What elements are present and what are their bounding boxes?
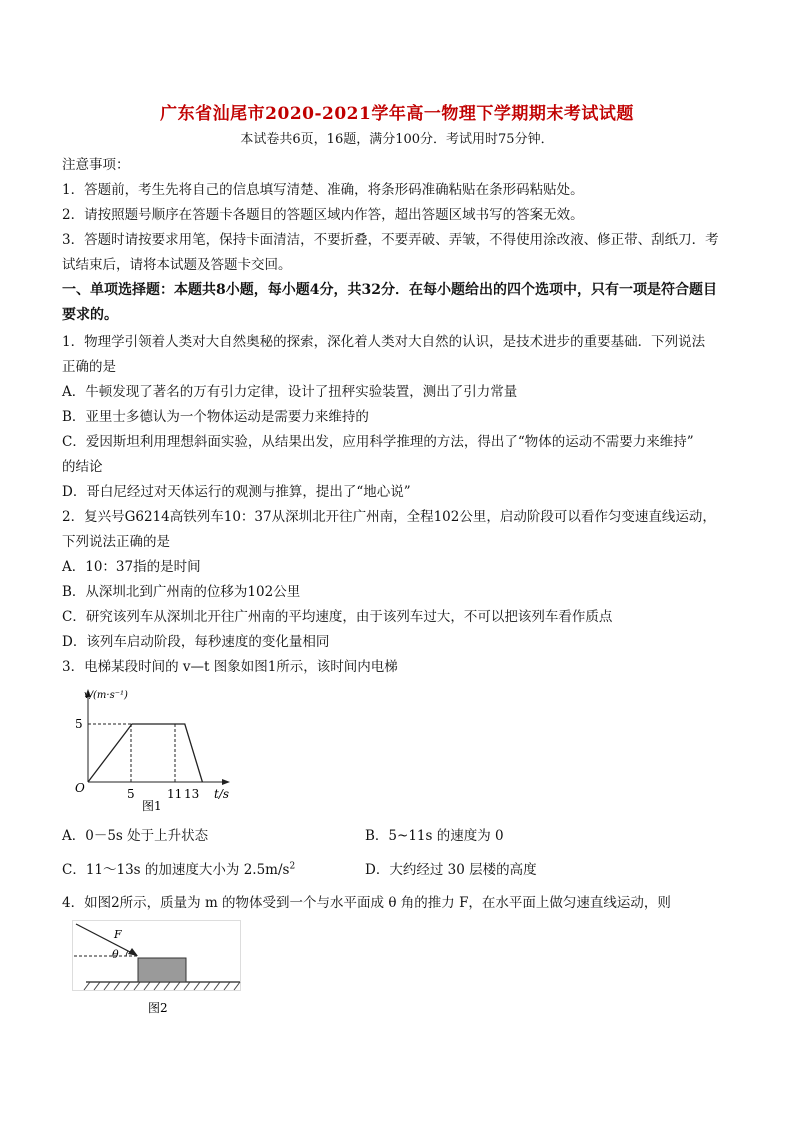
q3-option-d: D．大约经过 30 层楼的高度 — [365, 862, 537, 878]
x-tick-11: 11 — [167, 787, 183, 801]
block-mass-m — [138, 958, 186, 982]
q1-stem-line2: 正确的是 — [62, 359, 116, 375]
q3-option-c-text: C．11～13s 的加速度大小为 2.5m/s — [62, 862, 290, 878]
q3-option-c-exponent: 2 — [289, 861, 296, 872]
force-f-label: F — [114, 928, 122, 941]
y-tick-5: 5 — [75, 717, 83, 731]
x-tick-13: 13 — [184, 787, 200, 801]
force-diagram-figure — [72, 920, 244, 1020]
figure-2-caption: 图2 — [148, 1001, 168, 1015]
force-f-arrow-line — [76, 924, 134, 954]
q1-option-a: A．牛顿发现了著名的万有引力定律，设计了扭秤实验装置，测出了引力常量 — [62, 384, 518, 400]
velocity-series-line — [88, 724, 202, 782]
q2-option-d: D．该列车启动阶段，每秒速度的变化量相同 — [62, 634, 330, 650]
section-heading-line1: 一、单项选择题：本题共8小题，每小题4分，共32分．在每小题给出的四个选项中，只有一项是符合题目 — [62, 282, 717, 298]
q1-option-b: B．亚里士多德认为一个物体运动是需要力来维持的 — [62, 409, 369, 425]
q3-option-a: A．0－5s 处于上升状态 — [62, 828, 209, 844]
q3-option-b: B．5~11s 的速度为 0 — [365, 828, 504, 844]
q1-option-c-line2: 的结论 — [62, 459, 103, 475]
exam-info: 本试卷共6页，16题，满分100分．考试用时75分钟． — [240, 132, 554, 147]
section-heading-line2: 要求的。 — [62, 307, 118, 323]
q1-option-d: D．哥白尼经过对天体运行的观测与推算，提出了“地心说” — [62, 484, 411, 500]
note-1: 1．答题前，考生先将自己的信息填写清楚、准确，将条形码准确粘贴在条形码粘贴处。 — [62, 182, 584, 198]
x-axis-arrow — [222, 779, 230, 785]
y-axis-label: v/(m·s⁻¹) — [84, 690, 128, 701]
angle-theta-arc — [126, 951, 128, 956]
origin-label: O — [75, 781, 85, 795]
q2-option-a: A．10：37指的是时间 — [62, 559, 201, 575]
q3-stem: 3．电梯某段时间的 v—t 图象如图1所示，该时间内电梯 — [62, 659, 398, 675]
q1-option-c-line1: C．爱因斯坦利用理想斜面实验，从结果出发，应用科学推理的方法，得出了“物体的运动不需要力来维持” — [62, 434, 694, 450]
vt-graph-figure — [72, 686, 242, 814]
force-f-arrowhead — [128, 948, 138, 956]
q2-stem-line1: 2．复兴号G6214高铁列车10：37从深圳北开往广州南，全程102公里，启动阶段可以看作匀变速直线运动， — [62, 509, 716, 525]
q1-stem-line1: 1．物理学引领着人类对大自然奥秘的探索，深化着人类对大自然的认识，是技术进步的重要基础．下列说法 — [62, 334, 706, 350]
note-2: 2．请按照题号顺序在答题卡各题目的答题区域内作答，超出答题区域书写的答案无效。 — [62, 207, 584, 223]
q2-option-c: C．研究该列车从深圳北开往广州南的平均速度，由于该列车过大，不可以把该列车看作质点 — [62, 609, 613, 625]
q4-stem: 4．如图2所示，质量为 m 的物体受到一个与水平面成 θ 角的推力 F，在水平面上做匀速直线运动，则 — [62, 895, 671, 911]
angle-theta-label: θ — [112, 948, 119, 961]
q2-stem-line2: 下列说法正确的是 — [62, 534, 170, 550]
notes-heading: 注意事项： — [62, 157, 130, 173]
figure-1-caption: 图1 — [142, 799, 162, 813]
q2-option-b: B．从深圳北到广州南的位移为102公里 — [62, 584, 301, 600]
ground-hatching — [84, 982, 240, 990]
x-axis-label: t/s — [214, 787, 230, 801]
note-3-line1: 3．答题时请按要求用笔，保持卡面清洁，不要折叠，不要弄破、弄皱，不得使用涂改液、修正带、刮纸刀．考 — [62, 232, 719, 248]
page-title: 广东省汕尾市2020-2021学年高一物理下学期期末考试试题 — [160, 104, 634, 124]
x-tick-5: 5 — [127, 787, 135, 801]
note-3-line2: 试结束后，请将本试题及答题卡交回。 — [62, 257, 292, 273]
